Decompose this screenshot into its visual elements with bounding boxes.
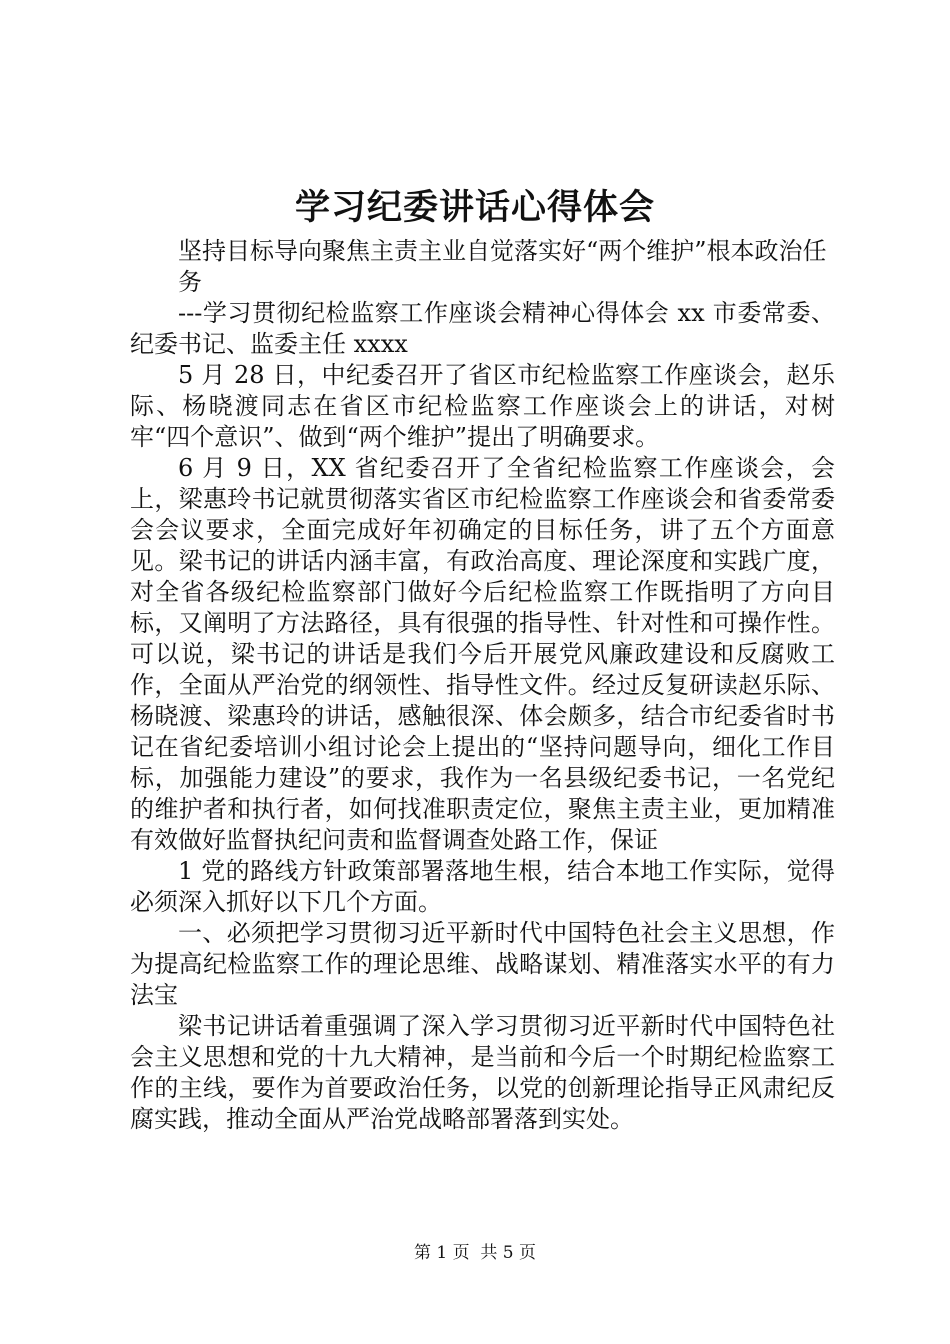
document-body (130, 236, 835, 1135)
paragraph-section-one-body: 梁书记讲话着重强调了深入学习贯彻习近平新时代中国特色社会主义思想和党的十九大精神，是当前和今后一个时期纪检监察工作的主线，要作为首要政治任务，以党的创新理论指导正风肃纪反腐实践，推动全面从严治党战略部署落到实处。 (130, 1012, 835, 1133)
page-footer (0, 1242, 950, 1264)
paragraph-subtitle-part1: 坚持目标导向聚焦主责主业自觉落实好“两个维护”根本政治任 (178, 237, 827, 265)
document-title: 学习纪委讲话心得体会 (294, 187, 655, 228)
paragraph-byline: ---学习贯彻纪检监察工作座谈会精神心得体会 xx 市委常委、纪委书记、监委主任 xxxx (130, 299, 835, 358)
section-heading-one: 一、必须把学习贯彻习近平新时代中国特色社会主义思想，作为提高纪检监察工作的理论思维、战略谋划、精准落实水平的有力法宝 (130, 919, 835, 1009)
paragraph-implementation: 1 党的路线方针政策部署落地生根，结合本地工作实际，觉得必须深入抓好以下几个方面。 (130, 857, 835, 916)
page-number: 第 1 页 (413, 1243, 470, 1263)
paragraph-subtitle-part2: 务 (178, 268, 202, 296)
paragraph-june-meeting: 6 月 9 日，XX 省纪委召开了全省纪检监察工作座谈会，会上，梁惠玲书记就贯彻落实省区市纪检监察工作座谈会和省委常委会会议要求，全面完成好年初确定的目标任务，讲了五个方面意见。梁书记的讲话内涵丰富，有政治高度、理论深度和实践广度，对全省各级纪检监察部门做好今后纪检监察工作既指明了方向目标，又阐明了方法路径，具有很强的指导性、针对性和可操作性。可以说，梁书记的讲话是我们今后开展党风廉政建设和反腐败工作，全面从严治党的纲领性、指导性文件。经过反复研读赵乐际、杨晓渡、梁惠玲的讲话，感触很深、体会颇多，结合市纪委省时书记在省纪委培训小组讨论会上提出的“坚持问题导向，细化工作目标，加强能力建设”的要求，我作为一名县级纪委书记，一名党纪的维护者和执行者，如何找准职责定位，聚焦主责主业，更加精准有效做好监督执纪问责和监督调查处路工作，保证 (130, 454, 835, 854)
page-total: 共 5 页 (480, 1243, 537, 1263)
paragraph-may-meeting: 5 月 28 日，中纪委召开了省区市纪检监察工作座谈会，赵乐际、杨晓渡同志在省区市纪检监察工作座谈会上的讲话，对树牢“四个意识”、做到“两个维护”提出了明确要求。 (130, 361, 835, 451)
